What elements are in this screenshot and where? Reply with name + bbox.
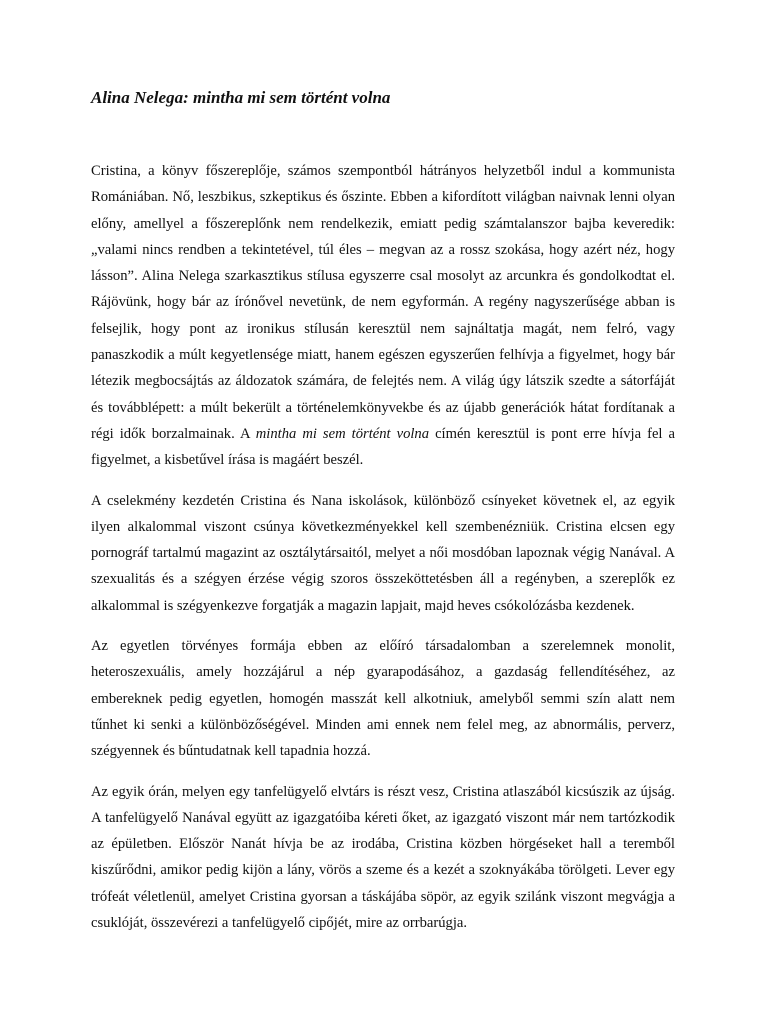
document-body bbox=[91, 158, 675, 936]
paragraph-1-text-end: címén keresztül is pont erre hívja fel a figyelmet, a kisbetűvel írása is magáért beszél. bbox=[91, 425, 675, 469]
paragraph-2: A cselekmény kezdetén Cristina és Nana iskolások, különböző csínyeket követnek el, az egyik ilyen alkalommal viszont csúnya következményekkel kell szembenézniük. Cristina elcsen egy pornográf tartalmú magazint az osztálytársaitól, melyet a női mosdóban lapoznak végig Nanával. A szexualitás és a szégyen érzése végig szoros összeköttetésben áll a regényben, a szereplők ez alkalommal is szégyenkezve forgatják a magazin lapjait, majd heves csókolózásba kezdenek. bbox=[91, 492, 675, 614]
book-title-italic: mintha mi sem történt volna bbox=[255, 425, 430, 442]
paragraph-1-text-start: Cristina, a könyv főszereplője, számos szempontból hátrányos helyzetből indul a kommunista Romániában. Nő, leszbikus, szkeptikus és őszinte. Ebben a kifordított világban naivnak lenni olyan előny, amellyel a főszereplőnk nem rendelkezik, emiatt pedig számtalanszor bajba keveredik: „valami nincs rendben a tekintetével, túl éles – megvan az a rossz szokása, hogy azért néz, hogy lásson”. Alina Nelega szarkasztikus stílusa egyszerre csal mosolyt az arcunkra és gondolkodtat el. Rájövünk, hogy bár az írónővel nevetünk, de nem egyformán. A regény nagyszerűsége abban is felsejlik, hogy pont az ironikus stílusán keresztül nem sajnáltatja magát, nem felró, vagy panaszkodik a múlt kegyetlensége miatt, hanem egészen egyszerűen felhívja a figyelmet, hogy bár létezik megbocsájtás az áldozatok számára, de felejtés nem. A világ úgy látszik szedte a sátorfáját és továbblépett: a múlt bekerült a történelemkönyvekbe és az újabb generációk hátat fordítanak a régi idők borzalmainak. A bbox=[91, 163, 675, 442]
paragraph-1 bbox=[91, 158, 675, 474]
document-title: Alina Nelega: mintha mi sem történt volna bbox=[91, 88, 391, 107]
paragraph-4: Az egyik órán, melyen egy tanfelügyelő elvtárs is részt vesz, Cristina atlaszából kicsúszik az újság. A tanfelügyelő Nanával együtt az igazgatóiba kéreti őket, az igazgató viszont már nem tartózkodik az épületben. Először Nanát hívja be az irodába, Cristina közben hörgéseket hall a teremből kiszűrődni, amikor pedig kijön a lány, vörös a szeme és a kezét a szoknyákába törölgeti. Lever egy trófeát véletlenül, amelyet Cristina gyorsan a táskájába söpör, az egyik szilánk viszont megvágja a csuklóját, összevérezi a tanfelügyelő cipőjét, mire az orrbarúgja. bbox=[91, 783, 675, 932]
document-page bbox=[91, 86, 675, 950]
paragraph-3: Az egyetlen törvényes formája ebben az előíró társadalomban a szerelemnek monolit, heteroszexuális, amely hozzájárul a nép gyarapodásához, a gazdaság fellendítéséhez, az embereknek pedig egyetlen, homogén masszát kell alkotniuk, amelyből semmi szín alatt nem tűnhet ki senki a különbözőségével. Minden ami ennek nem felel meg, az abnormális, perverz, szégyennek és bűntudatnak kell tapadnia hozzá. bbox=[91, 638, 675, 760]
